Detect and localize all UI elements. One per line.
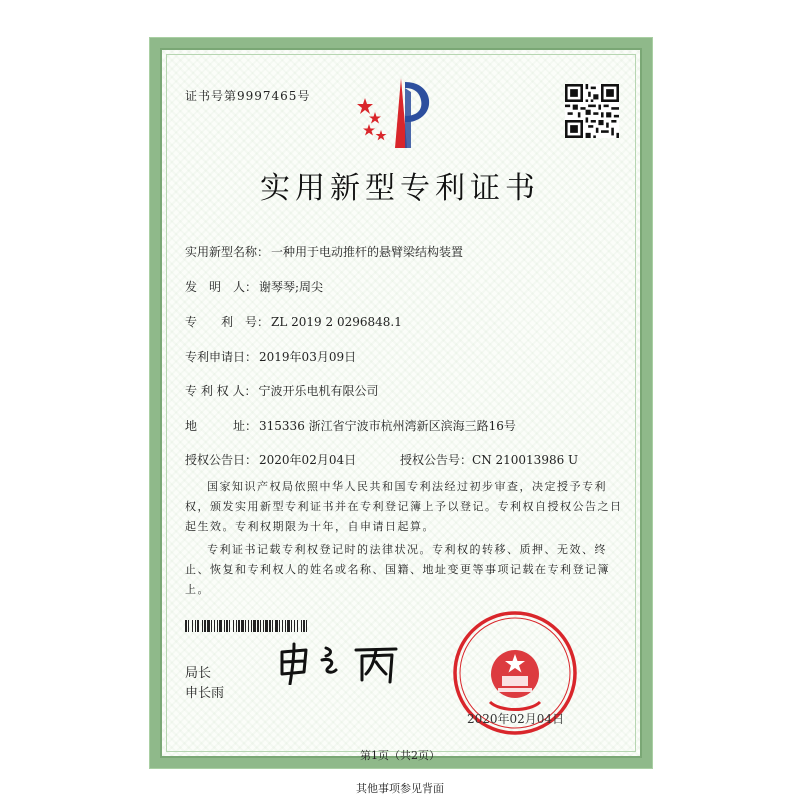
barcode-icon: [185, 620, 445, 632]
field-label: 实用新型名称：: [185, 245, 270, 259]
field-inventor: [185, 278, 323, 295]
field-filing-date: [185, 348, 356, 365]
field-label: 授权公告号：: [400, 453, 473, 467]
back-note: 其他事项参见背面: [356, 782, 444, 795]
field-label: 发 明 人：: [185, 280, 258, 294]
field-value: 一种用于电动推杆的悬臂梁结构装置: [271, 245, 464, 259]
qr-code-icon: [565, 84, 619, 138]
field-label: 专利申请日：: [185, 350, 258, 364]
director-title: 局长: [185, 666, 212, 681]
field-grant-publication-number: [400, 451, 578, 468]
field-patent-number: [185, 313, 402, 330]
director-name: 申长雨: [185, 686, 225, 701]
field-value: 谢琴琴;周尖: [259, 280, 324, 294]
field-label: 专 利 号：: [185, 315, 270, 329]
seal-date: 2020年02月04日: [467, 712, 565, 726]
field-label: 地 址：: [185, 419, 258, 433]
field-value: 宁波开乐电机有限公司: [258, 384, 379, 398]
page-number: 第1页（共2页）: [360, 749, 440, 762]
field-label: 授权公告日：: [185, 453, 258, 467]
grant-statement-paragraph: 国家知识产权局依照中华人民共和国专利法经过初步审查，决定授予专利权，颁发实用新型专利证书并在专利登记簿上予以登记。专利权自授权公告之日起生效。专利权期限为十年，自申请日起算。: [185, 480, 623, 533]
director-signature: [270, 640, 410, 685]
field-value: 315336 浙江省宁波市杭州湾新区滨海三路16号: [259, 419, 516, 433]
field-label: 专 利 权 人：: [185, 384, 257, 398]
field-value: CN 210013986 U: [472, 453, 579, 467]
field-utility-model-name: [185, 243, 463, 260]
field-value: 2020年02月04日: [259, 453, 357, 467]
cnipa-logo-icon: [355, 68, 445, 158]
certificate-title: 实用新型专利证书: [260, 171, 540, 206]
field-value: 2019年03月09日: [259, 350, 357, 364]
legal-status-paragraph: 专利证书记载专利权登记时的法律状况。专利权的转移、质押、无效、终止、恢复和专利权人的姓名或名称、国籍、地址变更等事项记载在专利登记簿上。: [185, 543, 610, 596]
certificate-number: 证书号第9997465号: [185, 89, 311, 103]
field-grant-publication-date: [185, 451, 356, 468]
field-patentee: [185, 382, 378, 399]
field-address: [185, 417, 516, 434]
field-value: ZL 2019 2 0296848.1: [271, 315, 402, 329]
